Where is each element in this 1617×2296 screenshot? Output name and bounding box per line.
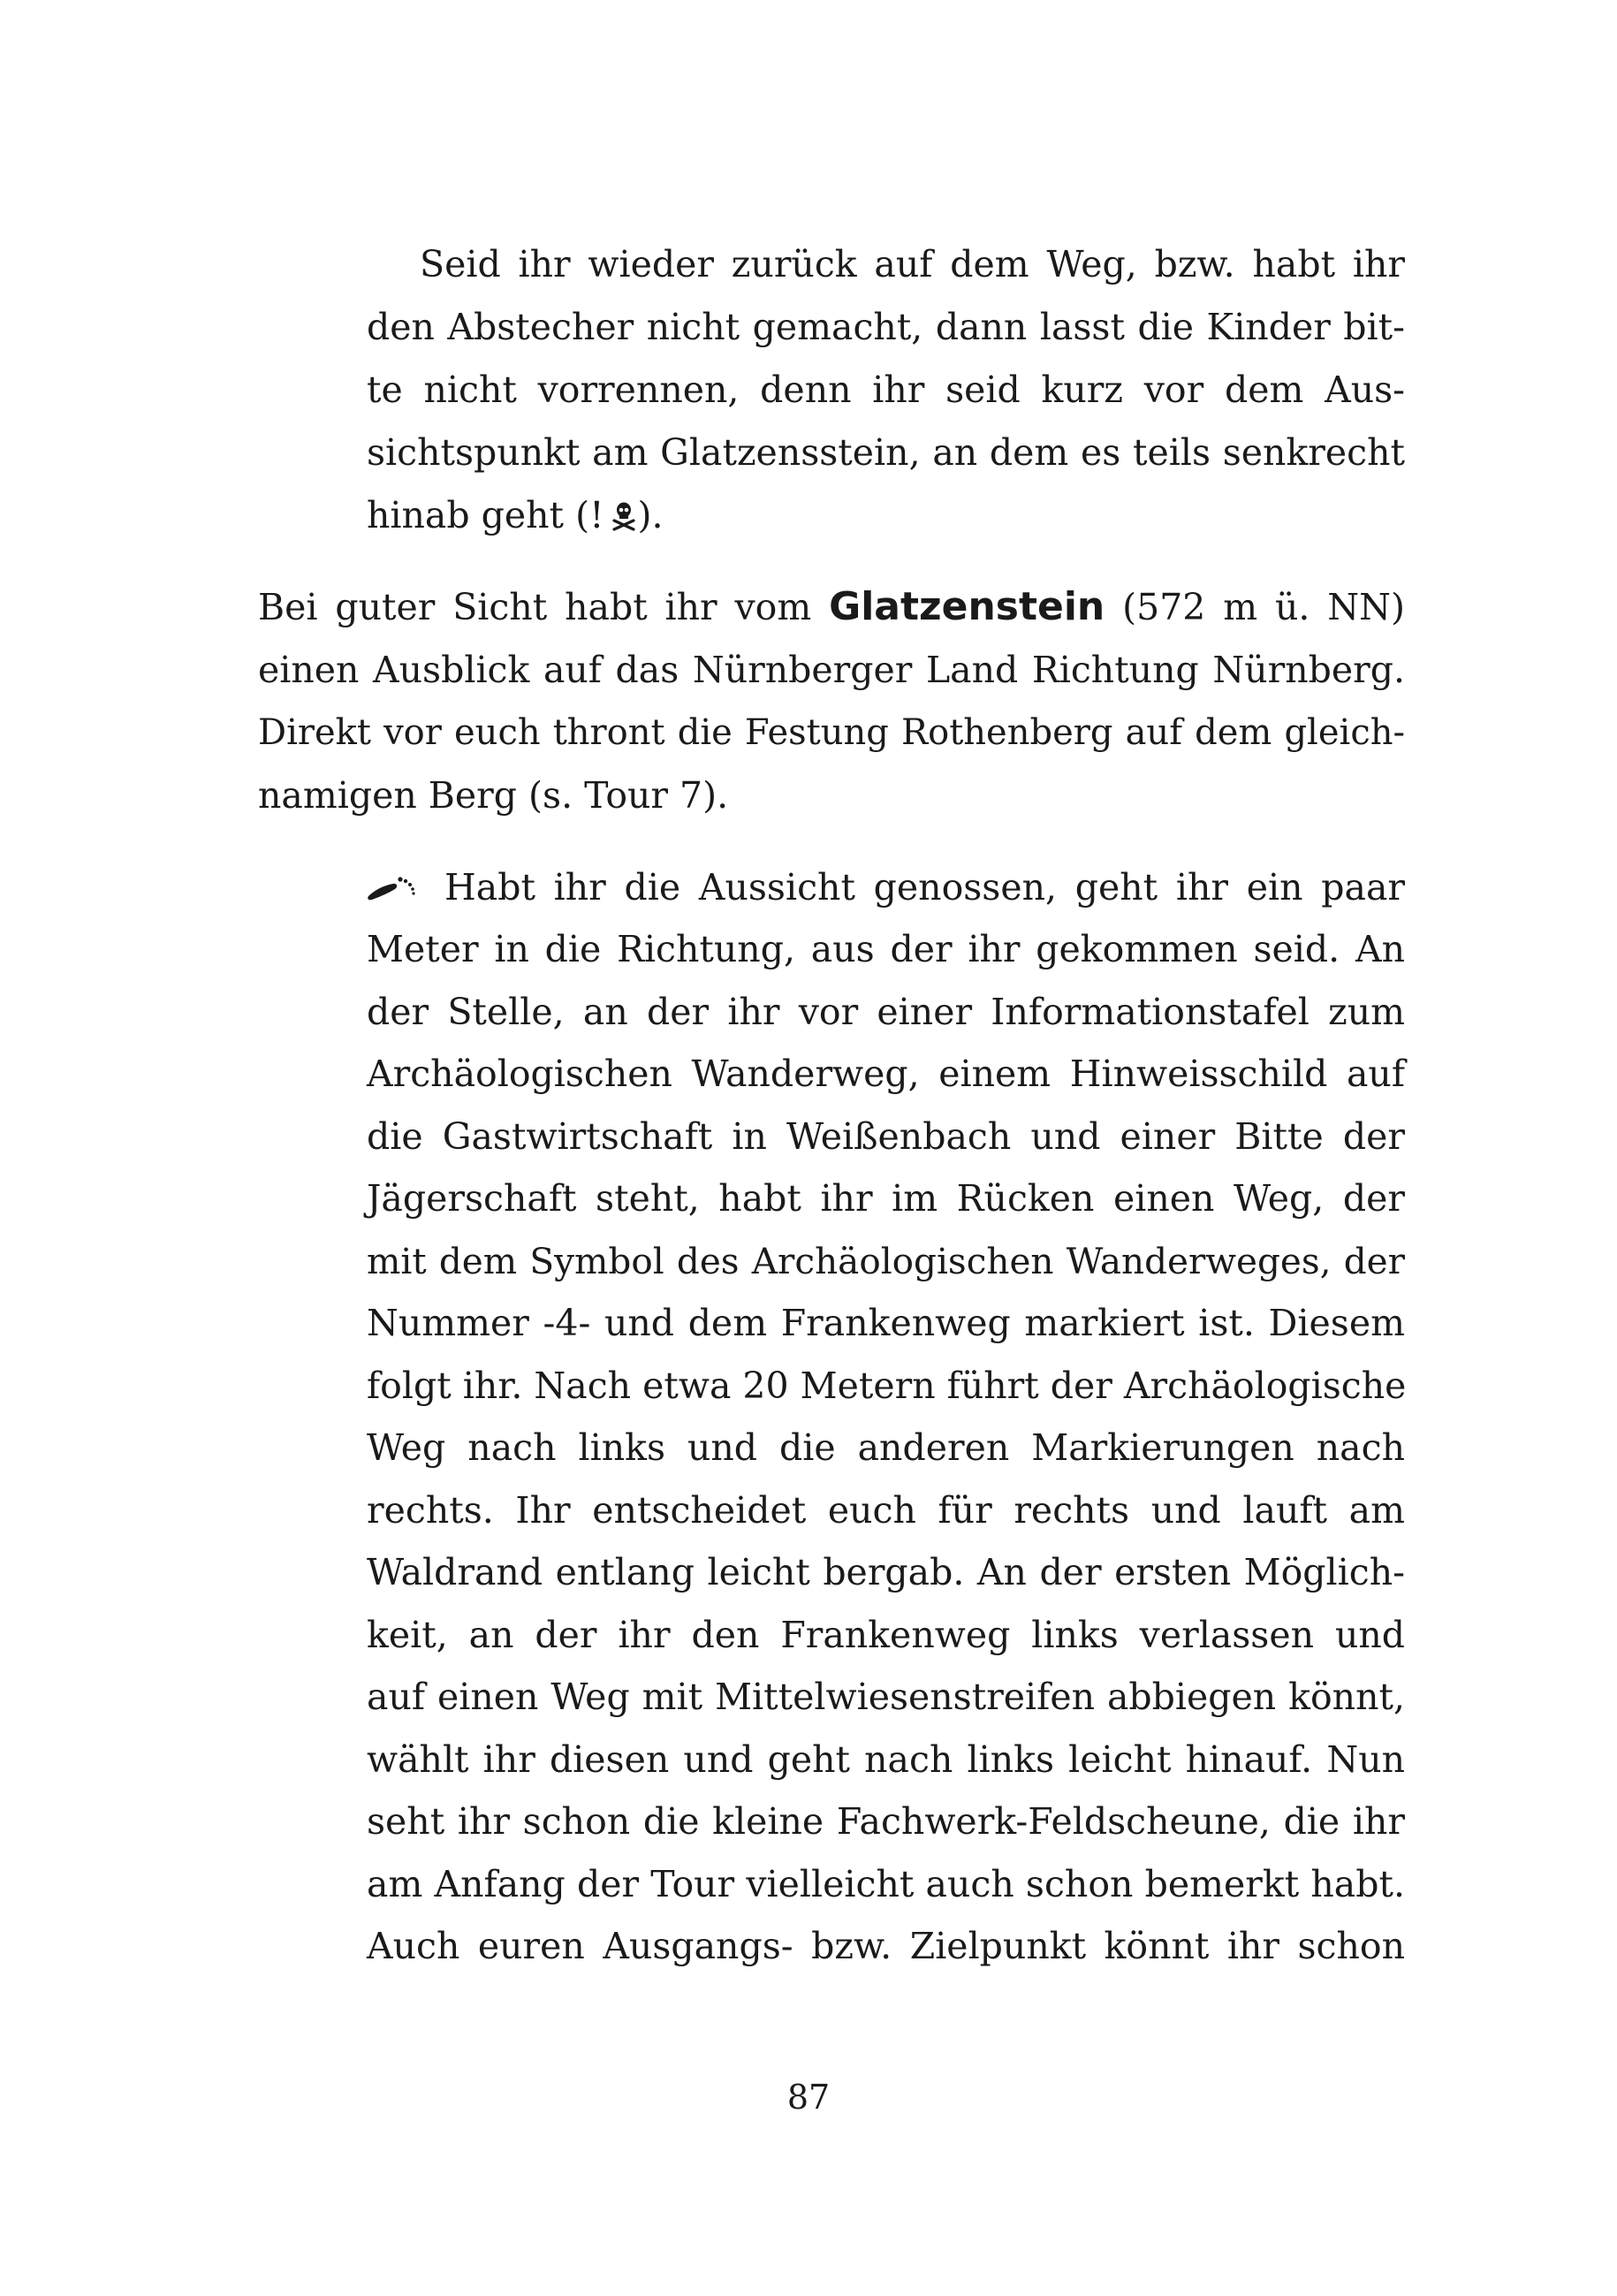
text-line: am Anfang der Tour vielleicht auch schon bemerkt habt. [367,1863,1405,1905]
text-line: seht ihr schon die kleine Fachwerk-Feldscheune, die ihr [367,1800,1405,1843]
text-line: folgt ihr. Nach etwa 20 Metern führt der Archäologische [367,1365,1407,1407]
text-line: Nummer -4- und dem Frankenweg markiert ist. Diesem [367,1302,1405,1344]
text-segment: hinab geht (! [367,494,604,536]
text-line: rechts. Ihr entscheidet euch für rechts und lauft am [367,1489,1405,1532]
text-line-with-landmark [258,585,1405,629]
text-line: auf einen Weg mit Mittelwiesenstreifen abbiegen könnt, [367,1676,1405,1718]
text-line: namigen Berg (s. Tour 7). [258,774,729,817]
text-line: die Gastwirtschaft in Weißenbach und einer Bitte der [367,1115,1405,1158]
text-line: Jägerschaft steht, habt ihr im Rücken einen Weg, der [367,1177,1405,1220]
text-line: Seid ihr wieder zurück auf dem Weg, bzw. habt ihr [420,243,1405,285]
text-line: Meter in die Richtung, aus der ihr gekommen seid. An [367,928,1405,970]
text-segment: ). [637,494,664,536]
text-line: Auch euren Ausgangs- bzw. Zielpunkt könnt ihr schon [367,1925,1405,1967]
text-line: Archäologischen Wanderweg, einem Hinweisschild auf [367,1053,1405,1095]
page-number: 87 [786,2078,831,2117]
landmark-name: Glatzenstein [829,584,1105,629]
text-line: Waldrand entlang leicht bergab. An der ersten Möglich- [367,1551,1405,1593]
footprints-icon [367,869,420,913]
text-line-with-directions [367,865,1405,909]
text-line: keit, an der ihr den Frankenweg links verlassen und [367,1614,1405,1656]
text-segment: Habt ihr die Aussicht genossen, geht ihr ein paar [444,866,1405,909]
text-line: te nicht vorrennen, denn ihr seid kurz vor dem Aus- [367,369,1405,411]
text-line-with-warning [367,493,1405,537]
text-line: der Stelle, an der ihr vor einer Informationstafel zum [367,991,1405,1033]
text-line: einen Ausblick auf das Nürnberger Land Richtung Nürnberg. [258,649,1405,691]
text-line: den Abstecher nicht gemacht, dann lasst die Kinder bit- [367,306,1405,348]
text-line: wählt ihr diesen und geht nach links leicht hinauf. Nun [367,1738,1405,1781]
text-line: Weg nach links und die anderen Markierungen nach [367,1426,1405,1469]
text-line: Direkt vor euch thront die Festung Rothenberg auf dem gleich- [258,712,1405,753]
text-line: mit dem Symbol des Archäologischen Wanderweges, der [367,1240,1405,1282]
text-segment: (572 m ü. NN) [1122,586,1405,628]
skull-crossbones-icon [611,497,636,541]
text-segment: Bei guter Sicht habt ihr vom [258,586,812,628]
text-line: sichtspunkt am Glatzensstein, an dem es teils senkrecht [367,431,1405,474]
